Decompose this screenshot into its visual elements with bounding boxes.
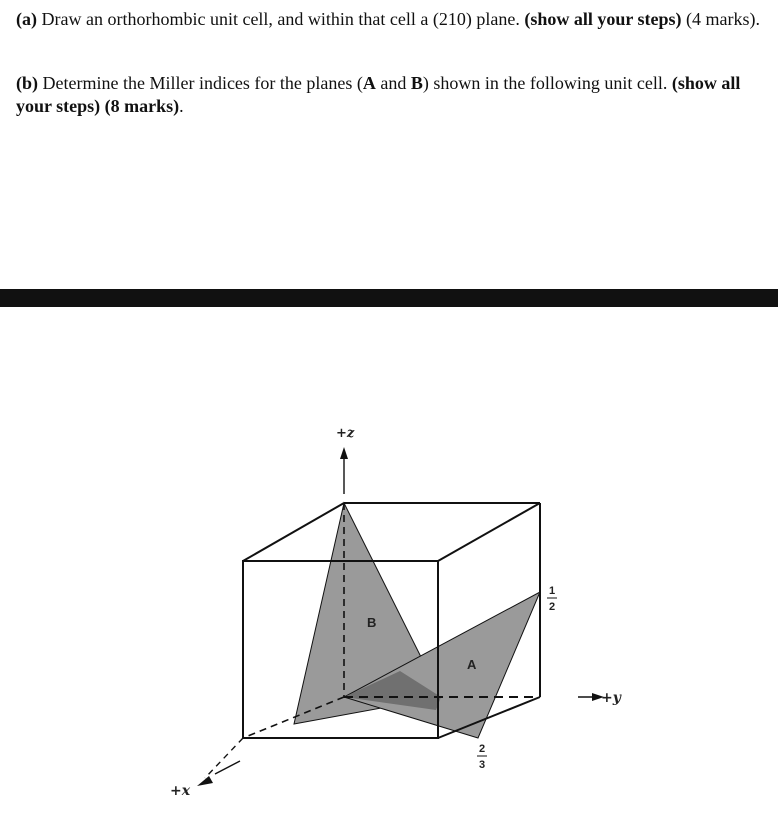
x-axis-dashed: [205, 738, 243, 778]
question-a-text-2: (4 marks).: [681, 9, 761, 29]
cell-edge-top-left: [243, 503, 344, 561]
y-axis-label: +y: [601, 690, 621, 706]
question-a-text-1: Draw an orthorhombic unit cell, and within that cell a (210) plane.: [37, 9, 525, 29]
fraction-half-numerator: 1: [549, 585, 556, 597]
fraction-twothirds-numerator: 2: [479, 743, 486, 755]
question-b-text-4: .: [179, 96, 184, 116]
question-b-label: (b): [16, 73, 38, 93]
cell-edge-top-right: [438, 503, 540, 561]
question-b-plane-a: A: [362, 73, 376, 93]
z-axis-label: +z: [336, 426, 355, 441]
z-axis-arrowhead: [340, 447, 348, 459]
question-a-label: (a): [16, 9, 37, 29]
question-b-text-1: Determine the Miller indices for the planes (: [38, 73, 363, 93]
question-b-text-2: and: [375, 73, 411, 93]
question-b-plane-b: B: [410, 73, 423, 93]
question-a-bold: (show all your steps): [524, 9, 682, 29]
fraction-half-denominator: 2: [549, 601, 556, 613]
question-b-bold: (show all your steps) (8 marks): [16, 73, 741, 116]
plane-a-label: A: [467, 657, 477, 672]
x-axis-arrowhead: [197, 776, 213, 786]
fraction-twothirds-denominator: 3: [479, 759, 486, 771]
x-axis-label: +x: [170, 783, 191, 799]
plane-b-label: B: [367, 615, 377, 630]
question-b-text-3: ) shown in the following unit cell.: [422, 73, 672, 93]
